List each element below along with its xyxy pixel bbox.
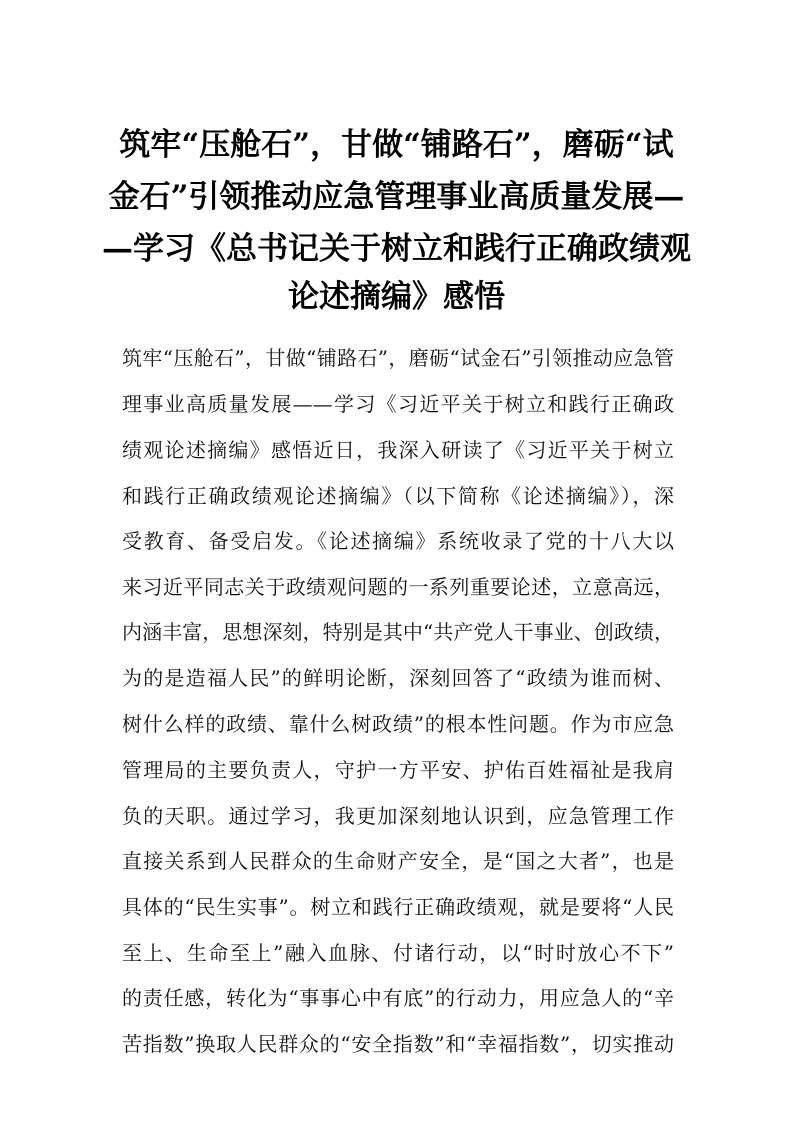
body-line-10: 管理局的主要负责人，守护一方平安、护佑百姓福祉是我肩 [122,758,674,782]
body-line-6: 来习近平同志关于政绩观问题的一系列重要论述，立意高远， [122,575,674,599]
body-line-1: 筑牢“压舱石”，甘做“铺路石”，磨砺“试金石”引领推动应急管 [122,346,674,370]
body-line-14: 至上、生命至上”融入血脉、付诸行动，以“时时放心不下” [122,941,674,965]
body-line-8: 为的是造福人民”的鲜明论断，深刻回答了“政绩为谁而树、 [122,666,674,690]
body-line-2: 理事业高质量发展——学习《习近平关于树立和践行正确政 [122,392,674,416]
title-line-2: 金石”引领推动应急管理事业高质量发展— [108,179,685,215]
body-line-5: 受教育、备受启发。《论述摘编》系统收录了党的十八大以 [122,529,674,553]
title-line-3: —学习《总书记关于树立和践行正确政绩观 [102,231,691,267]
body-line-3: 绩观论述摘编》感悟近日，我深入研读了《习近平关于树立 [122,438,674,462]
body-line-13: 具体的“民生实事”。树立和践行正确政绩观，就是要将“人民 [122,895,674,919]
body-line-4: 和践行正确政绩观论述摘编》（以下简称《论述摘编》），深 [122,484,674,508]
body-line-9: 树什么样的政绩、靠什么树政绩”的根本性问题。作为市应急 [122,712,674,736]
body-line-7: 内涵丰富，思想深刻，特别是其中“共产党人干事业、创政绩， [122,620,674,644]
title-line-1: 筑牢“压舱石”，甘做“铺路石”，磨砺“试 [119,127,674,163]
body-line-12: 直接关系到人民群众的生命财产安全，是“国之大者”，也是 [122,849,674,873]
body-line-15: 的责任感，转化为“事事心中有底”的行动力，用应急人的“辛 [122,986,674,1010]
body-line-16: 苦指数”换取人民群众的“安全指数”和“幸福指数”，切实推动 [122,1032,674,1056]
body-line-11: 负的天职。通过学习，我更加深刻地认识到，应急管理工作 [122,804,674,828]
title-line-4: 论述摘编》感悟 [288,279,505,315]
